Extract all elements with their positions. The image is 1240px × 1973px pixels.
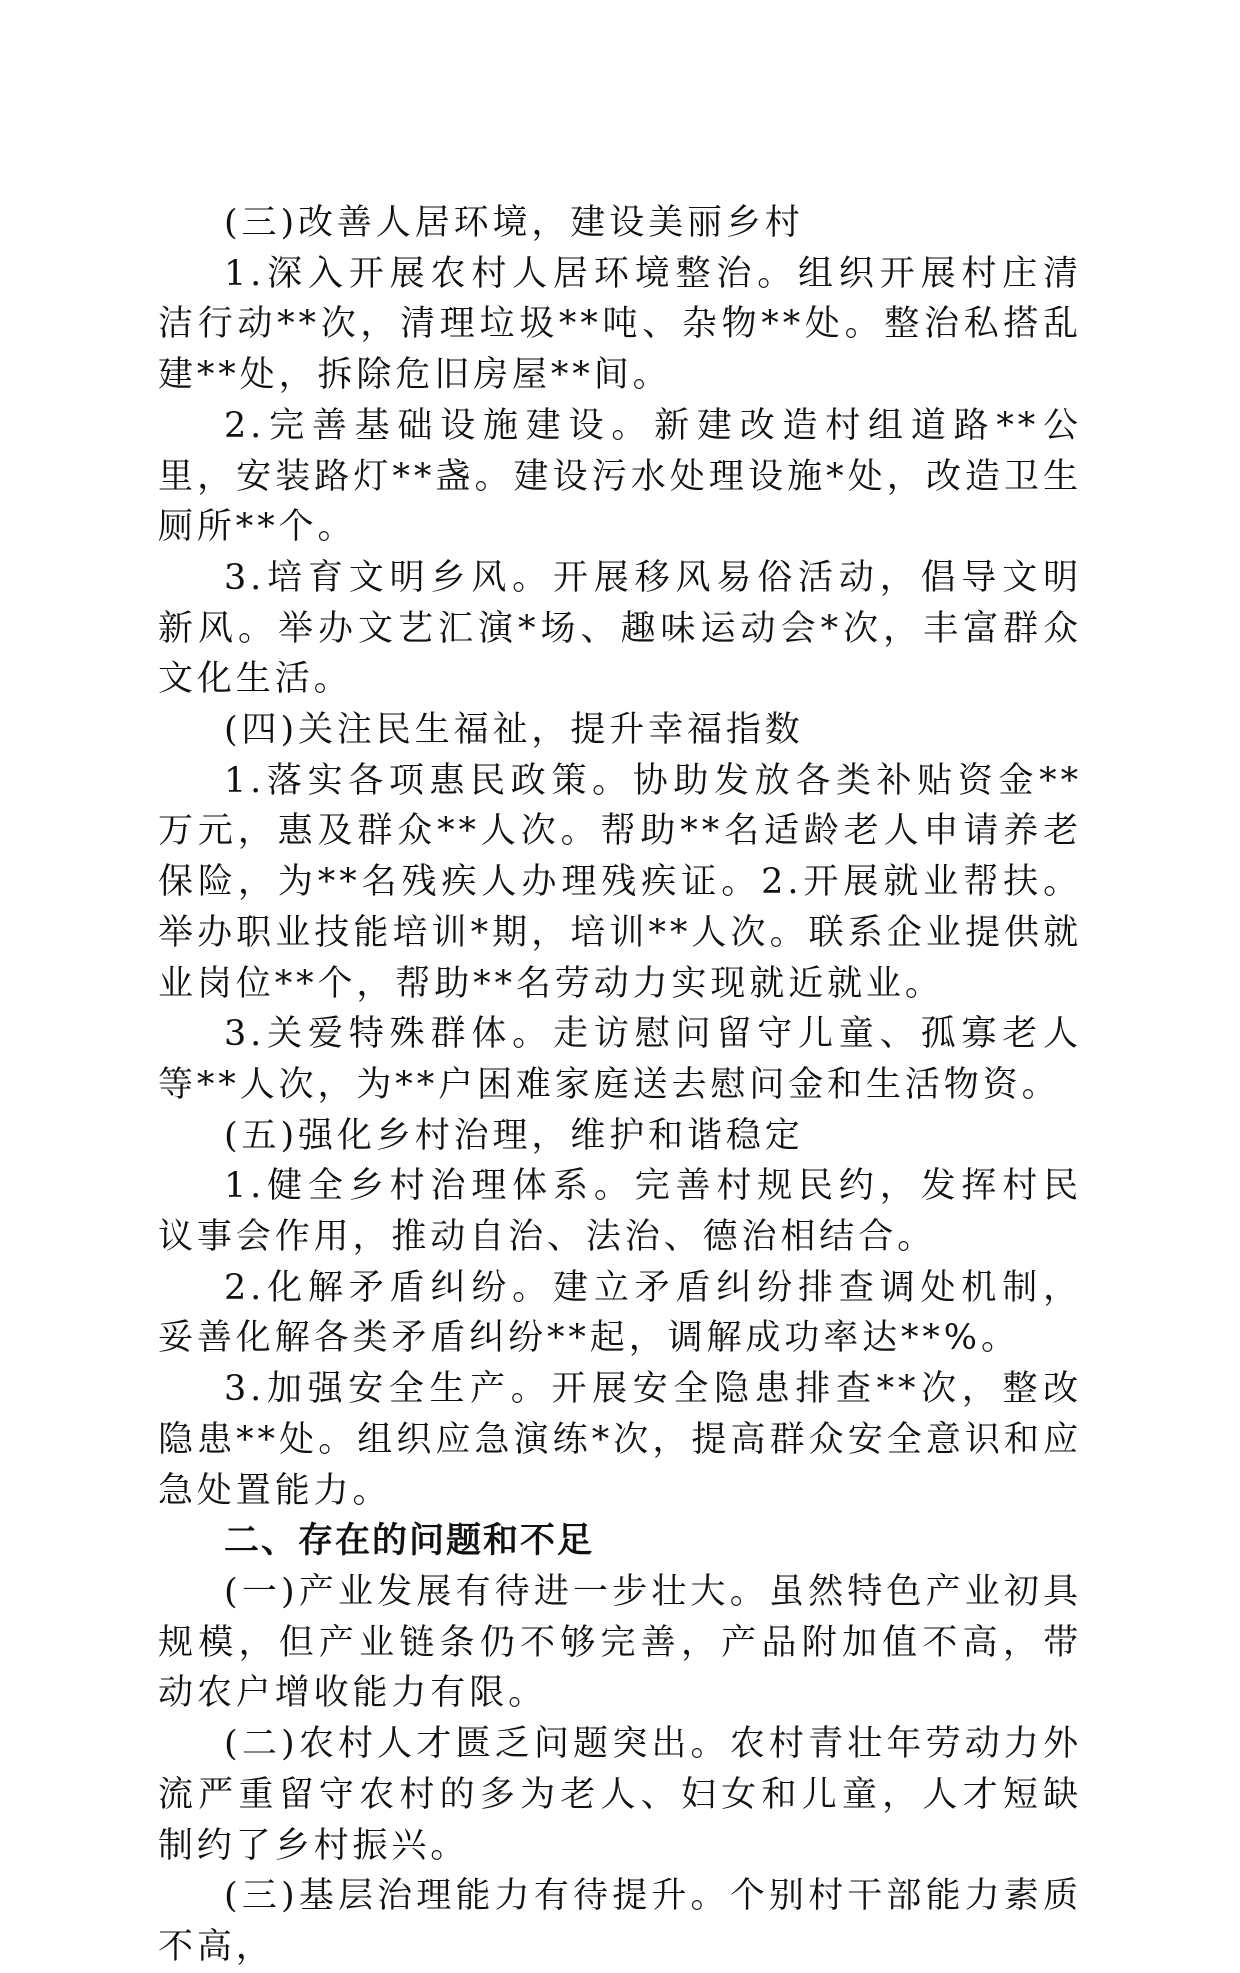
document-page — [158, 198, 1082, 1973]
paragraph: 1.深入开展农村人居环境整治。组织开展村庄清洁行动**次，清理垃圾**吨、杂物**处。整治私搭乱建**处，拆除危旧房屋**间。 — [158, 253, 1082, 396]
subsection-heading-5: (五)强化乡村治理，维护和谐稳定 — [224, 1115, 804, 1156]
paragraph: (一)产业发展有待进一步壮大。虽然特色产业初具规模，但产业链条仍不够完善，产品附加值不高，带动农户增收能力有限。 — [158, 1571, 1082, 1714]
paragraph: 2.化解矛盾纠纷。建立矛盾纠纷排查调处机制，妥善化解各类矛盾纠纷**起，调解成功率达**%。 — [158, 1267, 1082, 1359]
paragraph: 2.完善基础设施建设。新建改造村组道路**公里，安装路灯**盏。建设污水处理设施*处，改造卫生厕所**个。 — [158, 405, 1082, 548]
subsection-heading-4: (四)关注民生福祉，提升幸福指数 — [224, 710, 804, 751]
section-heading-problems: 二、存在的问题和不足 — [224, 1521, 595, 1562]
paragraph: 3.加强安全生产。开展安全隐患排查**次，整改隐患**处。组织应急演练*次，提高群众安全意识和应急处置能力。 — [158, 1369, 1082, 1511]
paragraph: 3.关爱特殊群体。走访慰问留守儿童、孤寡老人等**人次，为**户困难家庭送去慰问金和生活物资。 — [158, 1014, 1082, 1105]
paragraph: 1.落实各项惠民政策。协助发放各类补贴资金**万元，惠及群众**人次。帮助**名适龄老人申请养老保险，为**名残疾人办理残疾证。2.开展就业帮扶。举办职业技能培训*期，培训**人次。联系企业提供就业岗位**个，帮助**名劳动力实现就近就业。 — [158, 760, 1082, 1004]
paragraph: (二)农村人才匮乏问题突出。农村青壮年劳动力外流严重留守农村的多为老人、妇女和儿童，人才短缺制约了乡村振兴。 — [158, 1724, 1082, 1866]
paragraph: (三)基层治理能力有待提升。个别村干部能力素质不高， — [158, 1876, 1082, 1967]
paragraph: 1.健全乡村治理体系。完善村规民约，发挥村民议事会作用，推动自治、法治、德治相结合。 — [158, 1166, 1082, 1258]
subsection-heading-3: (三)改善人居环境，建设美丽乡村 — [224, 203, 804, 243]
paragraph: 3.培育文明乡风。开展移风易俗活动，倡导文明新风。举办文艺汇演*场、趣味运动会*次，丰富群众文化生活。 — [158, 557, 1082, 700]
